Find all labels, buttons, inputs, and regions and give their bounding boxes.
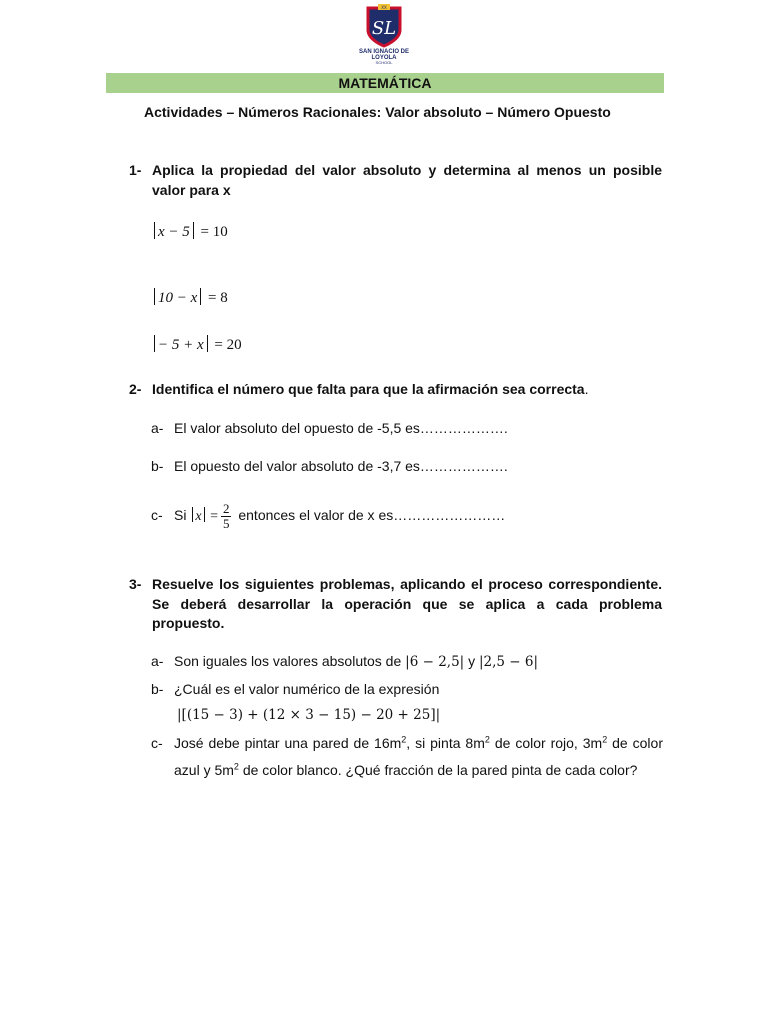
question-text: Aplica la propiedad del valor absoluto y determina al menos un posible valor para x xyxy=(152,162,662,198)
equals-sign: = xyxy=(210,509,218,524)
item-text-4: de color azul y 5m xyxy=(174,735,663,778)
item-label: a- xyxy=(151,420,164,436)
item-text: Son iguales los valores absolutos de xyxy=(174,653,402,669)
equation-rhs: = 8 xyxy=(208,290,228,306)
school-name: SAN IGNACIO DE LOYOLA xyxy=(358,49,409,61)
question-text: Resuelve los siguientes problemas, aplicando el proceso correspondiente. Se deberá desarrollar la operación que se aplica a cada problema propuesto. xyxy=(152,576,662,631)
equation-rhs: = 10 xyxy=(200,224,228,240)
question-number: 3- xyxy=(129,576,142,592)
q3-item-c xyxy=(151,730,663,784)
q2-item-c xyxy=(151,497,505,535)
q2-item-b xyxy=(151,456,508,476)
fraction-denominator: 5 xyxy=(222,515,230,531)
item-body xyxy=(174,730,663,784)
conjunction: y xyxy=(468,653,476,669)
abs-bar-right xyxy=(193,222,194,239)
q3-item-b-expression: |[(15 − 3) + (12 × 3 − 15) − 20 + 25]| xyxy=(177,707,441,723)
school-sub: SCHOOL xyxy=(375,60,393,65)
superscript: 2 xyxy=(401,734,407,745)
abs-inner: − 5 + x xyxy=(158,337,204,353)
abs-var: x xyxy=(195,509,202,524)
equation-3 xyxy=(151,335,242,355)
abs-bar-left xyxy=(192,507,193,522)
crest-top-text: XX xyxy=(381,5,387,10)
question-text: Identifica el número que falta para que la afirmación sea correcta xyxy=(152,381,585,397)
abs-bar-left xyxy=(154,222,155,239)
page-title: Actividades – Números Racionales: Valor absoluto – Número Opuesto xyxy=(144,104,611,120)
school-crest-icon xyxy=(364,4,404,48)
item-text: El valor absoluto del opuesto de -5,5 es………………. xyxy=(174,420,508,436)
equation-rhs: = 20 xyxy=(214,337,242,353)
abs-bar-left xyxy=(154,288,155,305)
superscript: 2 xyxy=(484,734,490,745)
equation-2 xyxy=(151,288,228,308)
abs-inner: 10 − x xyxy=(158,290,198,306)
question-2 xyxy=(129,380,662,400)
question-3 xyxy=(129,575,662,634)
equation-1 xyxy=(151,222,228,242)
question-number: 2- xyxy=(129,381,142,397)
item-label: c- xyxy=(151,735,163,751)
item-text: El opuesto del valor absoluto de -3,7 es………………. xyxy=(174,458,508,474)
q3-item-a xyxy=(151,651,538,672)
superscript: 2 xyxy=(233,761,239,772)
fraction xyxy=(221,502,232,531)
item-text-1: José debe pintar una pared de 16m xyxy=(174,735,402,751)
abs-bar-right xyxy=(207,335,208,352)
math-expression-2: |2,5 − 6| xyxy=(479,654,539,670)
subject-bar: MATEMÁTICA xyxy=(106,73,664,93)
abs-inner: x − 5 xyxy=(158,224,190,240)
crest-letters: SL xyxy=(371,18,397,39)
item-text-2: , si pinta 8m xyxy=(406,735,485,751)
abs-bar-right xyxy=(204,507,205,522)
q3-item-b xyxy=(151,679,439,699)
item-text: ¿Cuál es el valor numérico de la expresión xyxy=(174,681,440,697)
item-post: entonces el valor de x es…………………… xyxy=(238,507,506,523)
item-label: b- xyxy=(151,681,164,697)
question-text-wrap xyxy=(152,380,662,400)
abs-bar-left xyxy=(154,335,155,352)
math-expression-1: |6 − 2,5| xyxy=(405,654,465,670)
question-1 xyxy=(129,161,662,200)
item-label: b- xyxy=(151,458,164,474)
item-label: a- xyxy=(151,653,164,669)
question-number: 1- xyxy=(129,162,142,178)
item-text-5: de color blanco. ¿Qué fracción de la pared pinta de cada color? xyxy=(238,762,638,778)
item-text-3: de color rojo, 3m xyxy=(489,735,603,751)
superscript: 2 xyxy=(602,734,608,745)
item-pre: Si xyxy=(174,507,187,523)
school-logo xyxy=(356,4,412,70)
q2-item-a xyxy=(151,418,508,438)
fraction-numerator: 2 xyxy=(222,500,230,516)
item-label: c- xyxy=(151,507,163,523)
question-period: . xyxy=(584,381,589,397)
abs-bar-right xyxy=(200,288,201,305)
